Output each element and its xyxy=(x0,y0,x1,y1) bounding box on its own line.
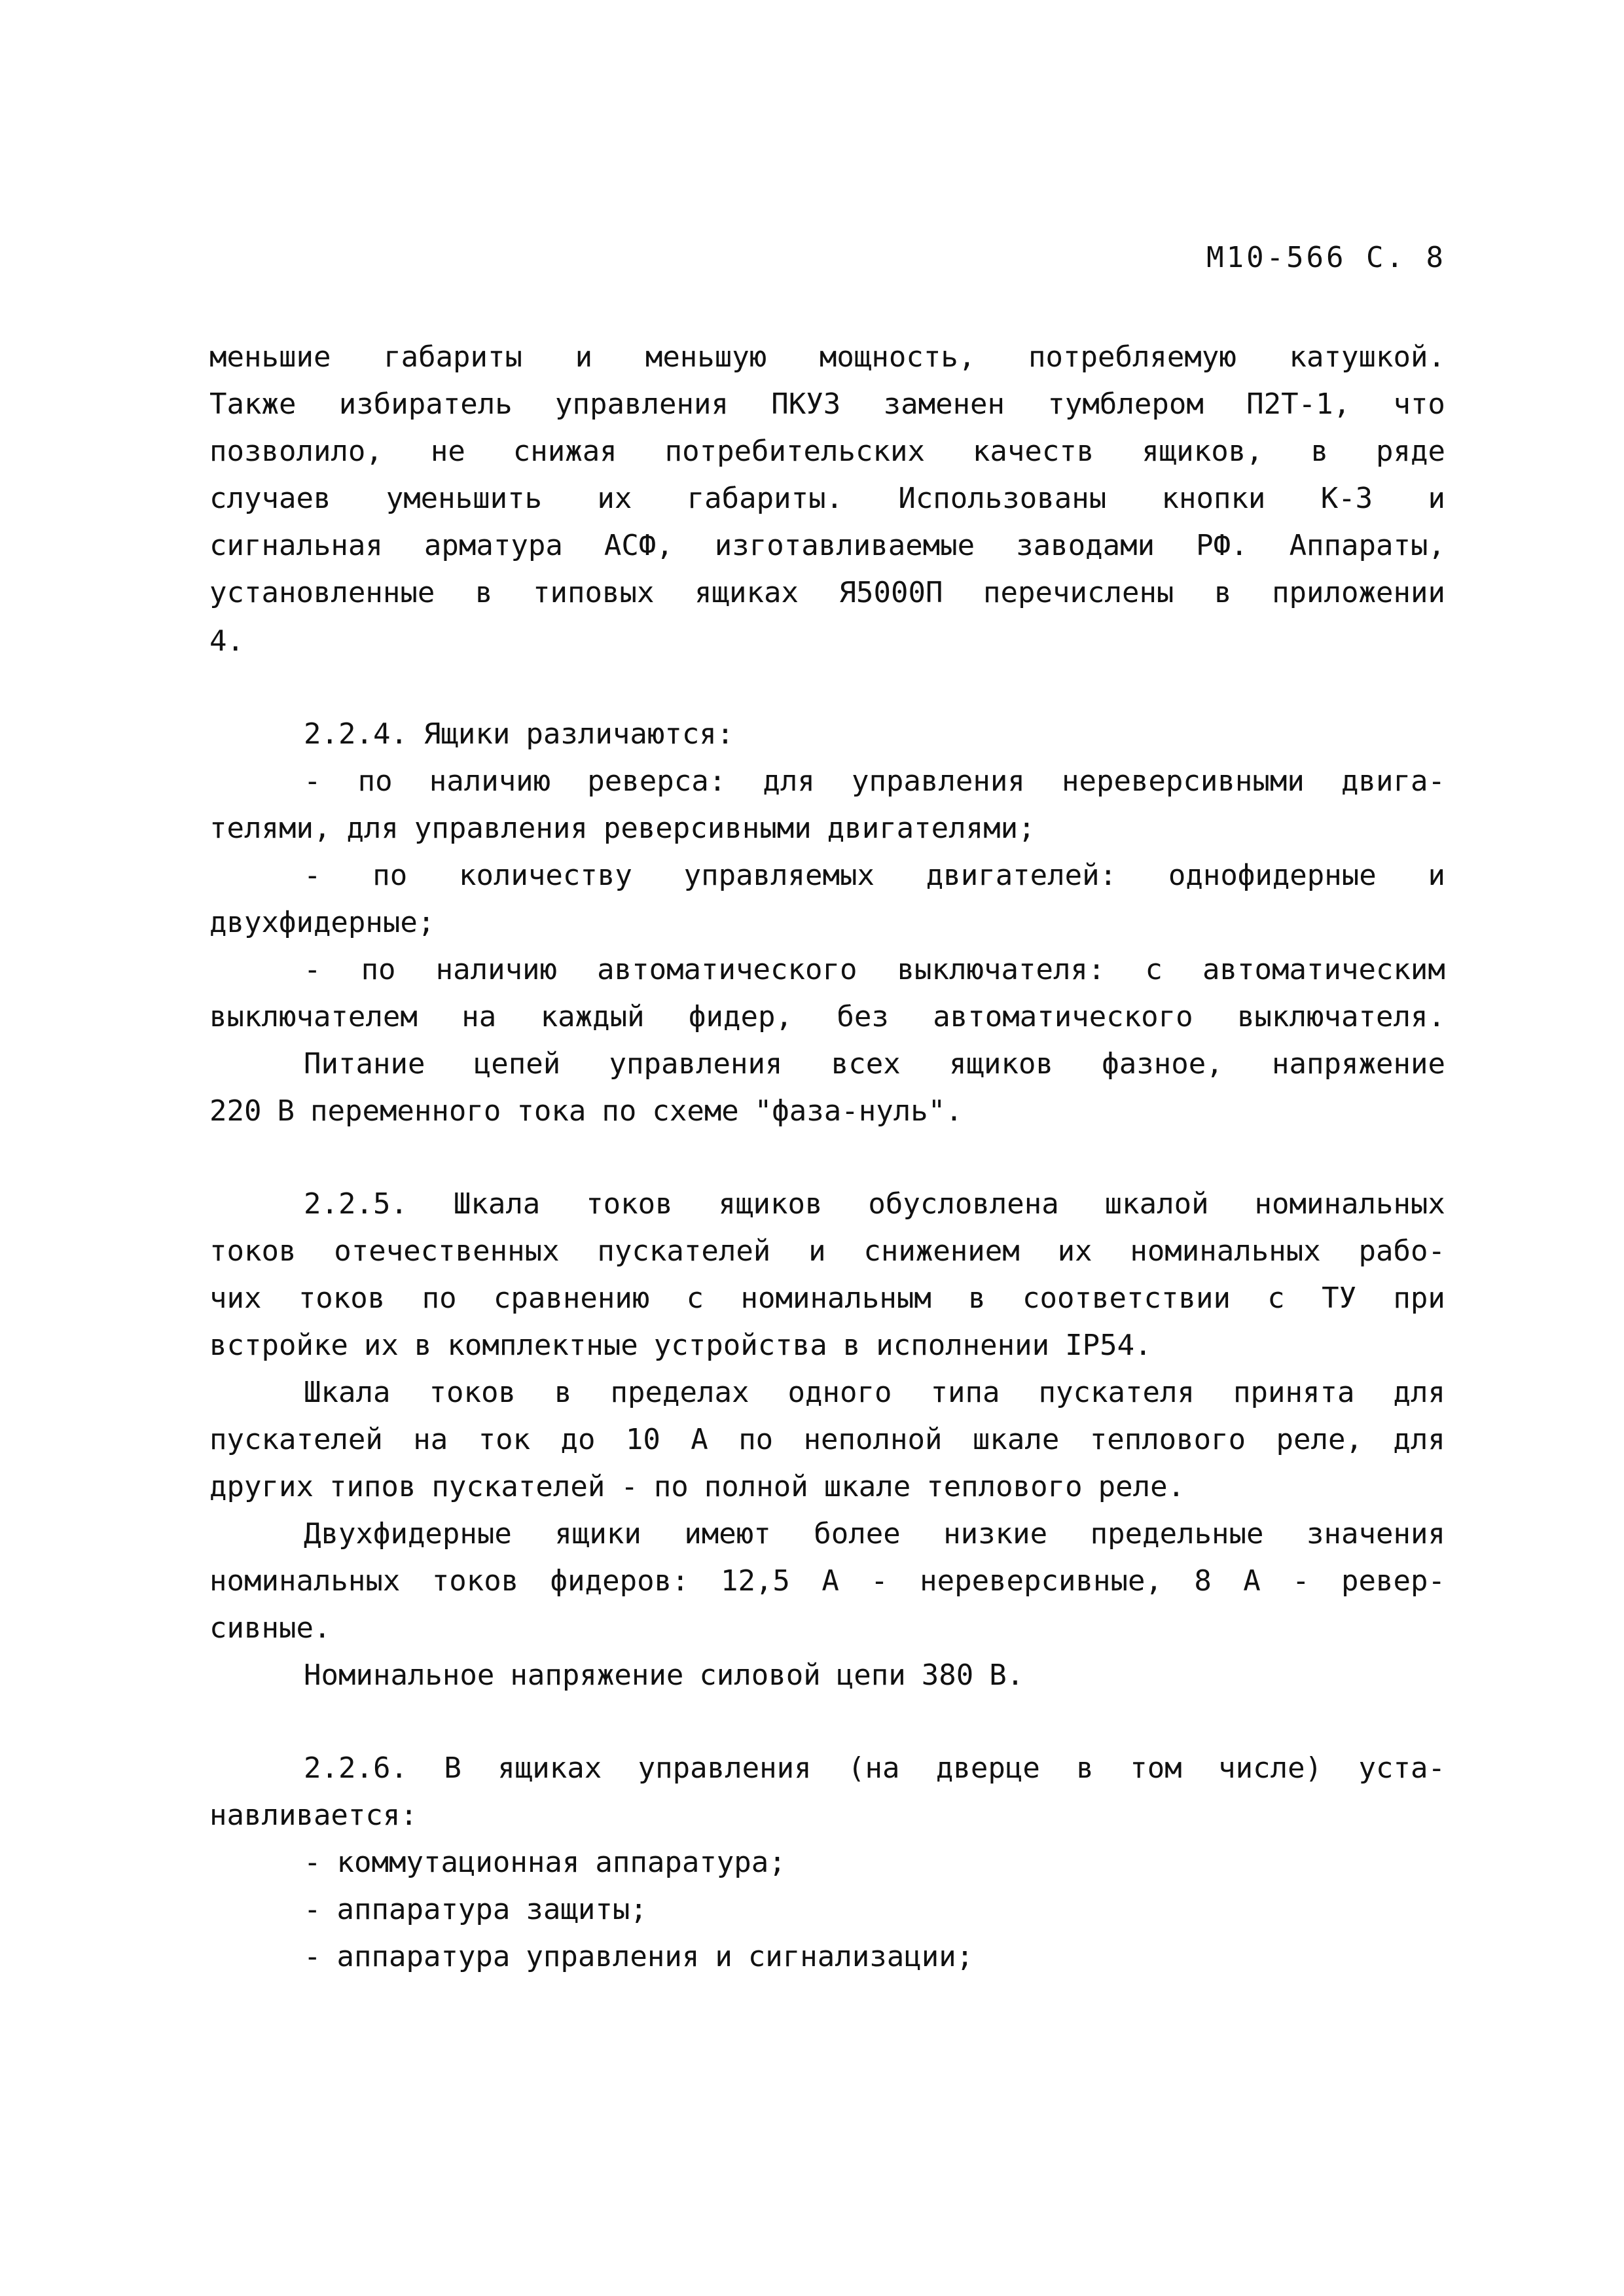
word: арматура xyxy=(424,529,563,562)
word: в xyxy=(1310,435,1329,468)
word: по xyxy=(653,1470,689,1503)
text-line xyxy=(304,1839,1445,1886)
text-line xyxy=(304,1745,1445,1792)
word: заменен xyxy=(883,387,1005,421)
word: автоматического xyxy=(597,953,857,986)
word: нереверсивными xyxy=(1061,764,1305,798)
word: ящики xyxy=(554,1517,641,1551)
word: АСФ, xyxy=(604,529,674,562)
word: для xyxy=(1393,1423,1445,1456)
word: управления xyxy=(526,1940,700,1973)
word: встройке xyxy=(209,1329,348,1362)
word: тумблером xyxy=(1047,387,1204,421)
word: более xyxy=(814,1517,901,1551)
text-line xyxy=(304,946,1445,994)
word: управления xyxy=(414,812,588,845)
word: 10 xyxy=(625,1423,660,1456)
word: уста- xyxy=(1358,1751,1445,1785)
word: ток xyxy=(478,1423,531,1456)
word: без xyxy=(837,1000,889,1033)
word: с xyxy=(1145,953,1163,986)
word: 4. xyxy=(209,624,244,658)
word: токов xyxy=(586,1187,673,1221)
word: полной xyxy=(704,1470,808,1503)
word: в xyxy=(968,1282,986,1315)
word: - xyxy=(304,1940,321,1973)
word: Шкала xyxy=(304,1376,391,1409)
word: чих xyxy=(209,1282,262,1315)
word: их xyxy=(1057,1234,1092,1268)
word: сравнению xyxy=(493,1282,650,1315)
word: К-3 xyxy=(1320,482,1373,515)
word: ящиков xyxy=(718,1187,823,1221)
word: теплового xyxy=(926,1470,1083,1503)
word: выключателя: xyxy=(897,953,1106,986)
word: защиты; xyxy=(526,1893,647,1926)
word: неполной xyxy=(803,1423,943,1456)
word: автоматическим xyxy=(1202,953,1445,986)
word: и xyxy=(1428,859,1445,892)
text-line xyxy=(209,428,1445,475)
word: исполнении xyxy=(876,1329,1050,1362)
word: на xyxy=(413,1423,448,1456)
word: при xyxy=(1393,1282,1445,1315)
word: П2Т-1, xyxy=(1246,387,1351,421)
word: по xyxy=(422,1282,457,1315)
word: габариты. xyxy=(687,482,844,515)
word: пускателей xyxy=(431,1470,605,1503)
word: их xyxy=(363,1329,399,1362)
word: В xyxy=(444,1751,461,1785)
word: управляемых xyxy=(683,859,875,892)
word: Шкала xyxy=(453,1187,541,1221)
word: с xyxy=(1267,1282,1285,1315)
text-line xyxy=(209,618,1445,665)
word: до xyxy=(560,1423,596,1456)
word: Я5000П xyxy=(839,576,943,609)
word: силовой xyxy=(699,1659,821,1692)
text-line xyxy=(209,1605,1445,1652)
word: в xyxy=(554,1376,572,1409)
word: переменного xyxy=(310,1094,501,1128)
word: автоматического xyxy=(933,1000,1193,1033)
word: сигнальная xyxy=(209,529,383,562)
word: и xyxy=(808,1234,826,1268)
word: для xyxy=(763,764,815,798)
word: цепей xyxy=(473,1047,561,1081)
word: фазное, xyxy=(1102,1047,1223,1081)
word: управления xyxy=(851,764,1025,798)
text-line xyxy=(209,1558,1445,1605)
word: по xyxy=(357,764,393,798)
word: числе) xyxy=(1218,1751,1323,1785)
text-line xyxy=(304,1933,1445,1981)
word: уменьшить xyxy=(386,482,543,515)
word: 2.2.4. xyxy=(304,717,408,751)
word: двигателями; xyxy=(827,812,1036,845)
text-line xyxy=(209,1416,1445,1463)
word: избиратель xyxy=(338,387,513,421)
text-line xyxy=(209,899,1445,946)
word: - xyxy=(304,764,321,798)
word: реле, xyxy=(1276,1423,1363,1456)
word: соответствии xyxy=(1022,1282,1231,1315)
text-line xyxy=(209,475,1445,522)
word: габариты xyxy=(384,340,523,374)
word: и xyxy=(575,340,593,374)
word: ящиках xyxy=(497,1751,602,1785)
word: цепи xyxy=(836,1659,906,1692)
word: напряжение xyxy=(510,1659,684,1692)
word: всех xyxy=(831,1047,901,1081)
word: комплектные xyxy=(447,1329,638,1362)
word: меньшую xyxy=(645,340,767,374)
word: приложении xyxy=(1272,576,1445,609)
word: 12,5 xyxy=(720,1564,790,1598)
text-line xyxy=(209,1463,1445,1511)
word: токов xyxy=(429,1376,516,1409)
word: ТУ xyxy=(1322,1282,1357,1315)
word: по xyxy=(738,1423,774,1456)
word: схеме xyxy=(652,1094,739,1128)
word: А xyxy=(821,1564,839,1598)
word: в xyxy=(475,576,493,609)
word: рабо- xyxy=(1358,1234,1445,1268)
word: одного xyxy=(787,1376,892,1409)
word: ящиков, xyxy=(1142,435,1263,468)
word: ящиках xyxy=(695,576,799,609)
text-line xyxy=(304,1041,1445,1088)
word: каждый xyxy=(540,1000,645,1033)
word: Аппараты, xyxy=(1289,529,1445,562)
word: номинальных xyxy=(1254,1187,1445,1221)
text-line xyxy=(304,1369,1445,1416)
text-line xyxy=(304,1511,1445,1558)
word: - xyxy=(304,953,321,986)
word: В. xyxy=(989,1659,1024,1692)
word: РФ. xyxy=(1196,529,1248,562)
word: А xyxy=(1243,1564,1261,1598)
word: навливается: xyxy=(209,1799,418,1832)
text-line xyxy=(209,569,1445,617)
word: шкале xyxy=(972,1423,1060,1456)
word: отечественных xyxy=(334,1234,560,1268)
word: однофидерные xyxy=(1168,859,1377,892)
word: снижением xyxy=(863,1234,1020,1268)
word: - xyxy=(871,1564,888,1598)
word: типовых xyxy=(533,576,655,609)
word: токов xyxy=(298,1282,386,1315)
word: - xyxy=(304,1893,321,1926)
word: в xyxy=(842,1329,861,1362)
word: кнопки xyxy=(1161,482,1266,515)
word: и xyxy=(1428,482,1445,515)
word: А xyxy=(691,1423,708,1456)
word: аппаратура xyxy=(336,1893,511,1926)
text-line xyxy=(304,1652,1445,1699)
word: "фаза-нуль". xyxy=(754,1094,963,1128)
word: в xyxy=(1214,576,1232,609)
word: реле. xyxy=(1098,1470,1185,1503)
word: Также xyxy=(209,387,297,421)
word: двига- xyxy=(1341,764,1445,798)
text-line xyxy=(304,852,1445,899)
word: 8 xyxy=(1194,1564,1212,1598)
word: аппаратура xyxy=(336,1940,511,1973)
word: типа xyxy=(930,1376,1000,1409)
word: изготавливаемые xyxy=(714,529,975,562)
word: по xyxy=(602,1094,637,1128)
word: - xyxy=(621,1470,638,1503)
word: перечислены xyxy=(983,576,1174,609)
word: - xyxy=(304,1846,321,1879)
word: меньшие xyxy=(209,340,331,374)
word: управления xyxy=(638,1751,812,1785)
word: в xyxy=(1076,1751,1094,1785)
word: Питание xyxy=(304,1047,425,1081)
word: номинальных xyxy=(1130,1234,1321,1268)
text-line xyxy=(304,1886,1445,1933)
word: реверса: xyxy=(587,764,727,798)
word: значения xyxy=(1307,1517,1445,1551)
word: 2.2.6. xyxy=(304,1751,408,1785)
word: других xyxy=(209,1470,314,1503)
text-line xyxy=(209,1275,1445,1322)
text-line xyxy=(209,334,1445,381)
word: шкале xyxy=(823,1470,911,1503)
word: позволило, xyxy=(209,435,383,468)
text-line xyxy=(304,711,1445,758)
word: сивные. xyxy=(209,1611,331,1645)
word: что xyxy=(1393,387,1445,421)
word: для xyxy=(346,812,399,845)
word: типов xyxy=(329,1470,416,1503)
word: низкие xyxy=(943,1517,1048,1551)
word: теплового xyxy=(1089,1423,1246,1456)
text-line xyxy=(304,1181,1445,1228)
word: токов xyxy=(431,1564,519,1598)
word: катушкой. xyxy=(1289,340,1445,374)
word: ревер- xyxy=(1341,1564,1445,1598)
word: различаются: xyxy=(526,717,734,751)
word: снижая xyxy=(513,435,617,468)
word: дверце xyxy=(935,1751,1040,1785)
word: управления xyxy=(609,1047,783,1081)
word: нереверсивные, xyxy=(920,1564,1163,1598)
word: напряжение xyxy=(1272,1047,1445,1081)
word: двигателей: xyxy=(926,859,1117,892)
word: - xyxy=(1292,1564,1310,1598)
word: имеют xyxy=(684,1517,771,1551)
word: В xyxy=(277,1094,295,1128)
text-line xyxy=(209,522,1445,569)
word: ряде xyxy=(1376,435,1445,468)
word: реверсивными xyxy=(603,812,812,845)
word: обусловлена xyxy=(868,1187,1059,1221)
word: наличию xyxy=(429,764,551,798)
word: IP54. xyxy=(1065,1329,1152,1362)
word: пределах xyxy=(610,1376,749,1409)
word: количеству xyxy=(458,859,632,892)
word: - xyxy=(304,859,321,892)
word: выключателя. xyxy=(1237,1000,1445,1033)
word: принята xyxy=(1233,1376,1355,1409)
word: ящиков xyxy=(949,1047,1053,1081)
word: 380 xyxy=(921,1659,974,1692)
word: для xyxy=(1393,1376,1445,1409)
text-line xyxy=(209,994,1445,1041)
word: мощность, xyxy=(819,340,976,374)
word: заводами xyxy=(1016,529,1155,562)
word: шкалой xyxy=(1104,1187,1209,1221)
page-header: М10-566 С. 8 xyxy=(1206,241,1446,274)
word: с xyxy=(686,1282,704,1315)
word: 220 xyxy=(209,1094,262,1128)
word: потребительских xyxy=(664,435,925,468)
text-line xyxy=(209,1228,1445,1275)
word: их xyxy=(597,482,632,515)
text-line xyxy=(209,1322,1445,1369)
word: в xyxy=(414,1329,432,1362)
word: пускателя xyxy=(1038,1376,1195,1409)
word: 2.2.5. xyxy=(304,1187,408,1221)
word: пускателей xyxy=(597,1234,771,1268)
word: наличию xyxy=(435,953,558,986)
text-line xyxy=(209,805,1445,852)
word: фидер, xyxy=(689,1000,793,1033)
word: Ящики xyxy=(423,717,511,751)
word: пускателей xyxy=(209,1423,383,1456)
word: фидеров: xyxy=(550,1564,689,1598)
word: установленные xyxy=(209,576,435,609)
word: на xyxy=(461,1000,497,1033)
word: устройства xyxy=(653,1329,827,1362)
word: по xyxy=(372,859,408,892)
text-line xyxy=(209,381,1445,428)
word: по xyxy=(361,953,396,986)
word: потребляемую xyxy=(1028,340,1236,374)
text-line xyxy=(209,1792,1445,1839)
word: ПКУЗ xyxy=(771,387,841,421)
word: Номинальное xyxy=(304,1659,495,1692)
word: номинальным xyxy=(740,1282,931,1315)
word: коммутационная xyxy=(336,1846,580,1879)
word: аппаратура; xyxy=(595,1846,786,1879)
word: качеств xyxy=(972,435,1094,468)
word: номинальных xyxy=(209,1564,401,1598)
word: телями, xyxy=(209,812,331,845)
word: и xyxy=(715,1940,732,1973)
word: Двухфидерные xyxy=(304,1517,512,1551)
word: Использованы xyxy=(898,482,1107,515)
text-line xyxy=(304,758,1445,805)
text-line xyxy=(209,1088,1445,1135)
word: предельные xyxy=(1090,1517,1264,1551)
word: (на xyxy=(848,1751,900,1785)
word: управления xyxy=(555,387,729,421)
word: двухфидерные; xyxy=(209,906,435,939)
word: сигнализации; xyxy=(748,1940,974,1973)
word: выключателем xyxy=(209,1000,418,1033)
word: том xyxy=(1130,1751,1182,1785)
word: не xyxy=(430,435,465,468)
word: тока xyxy=(516,1094,586,1128)
word: токов xyxy=(209,1234,297,1268)
word: случаев xyxy=(209,482,331,515)
